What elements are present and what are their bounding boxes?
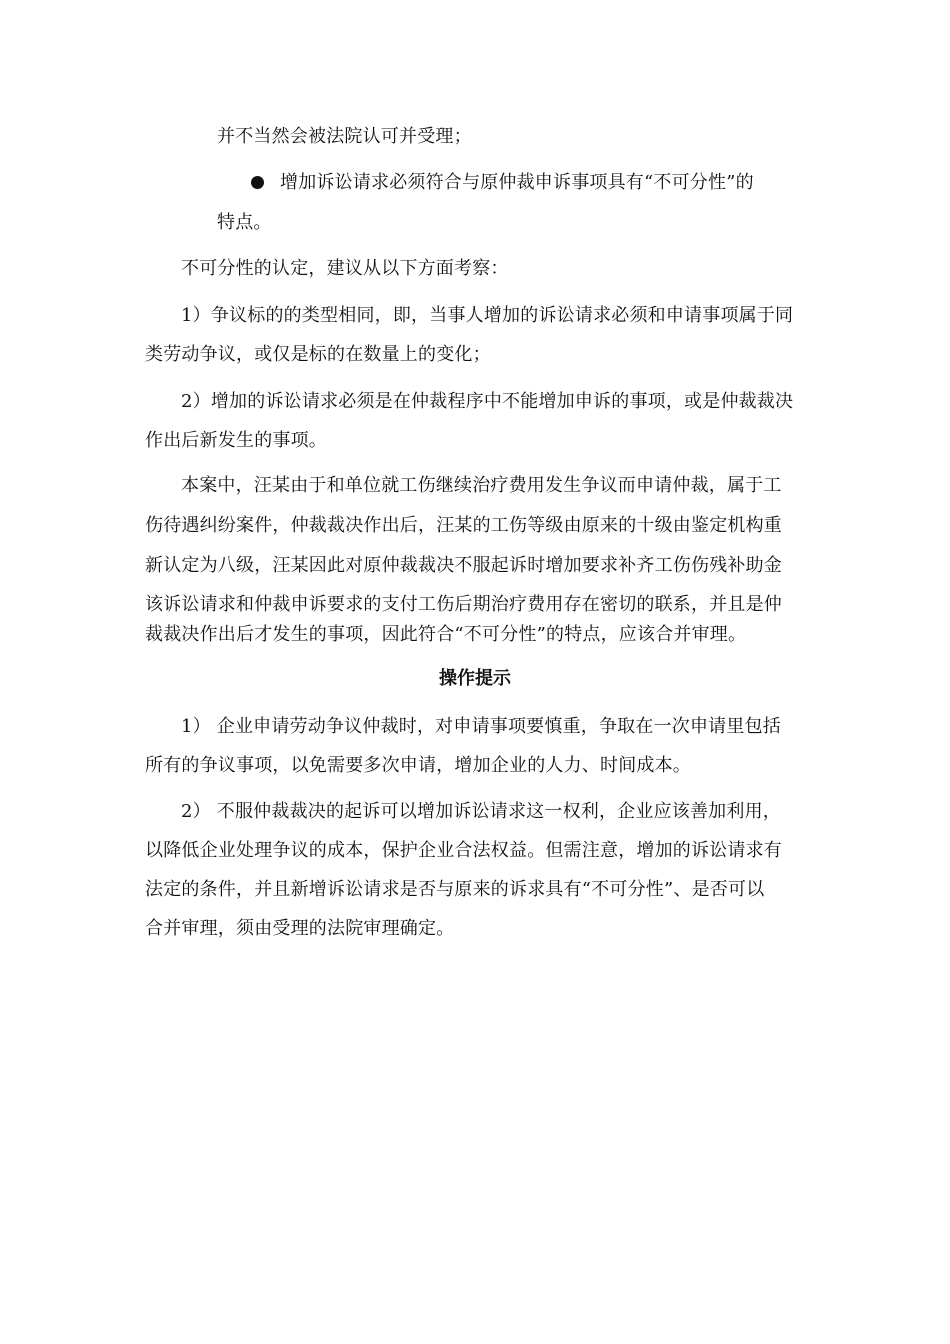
list-item-line: 2）增加的诉讼请求必须是在仲裁程序中不能增加申诉的事项，或是仲裁裁决 [181, 391, 794, 412]
tip-line: 1） 企业申请劳动争议仲裁时，对申请事项要慎重，争取在一次申请里包括 [181, 716, 781, 737]
paragraph-line: 不可分性的认定，建议从以下方面考察： [181, 258, 509, 279]
paragraph-line: 该诉讼请求和仲裁申诉要求的支付工伤后期治疗费用存在密切的联系，并且是仲 [145, 594, 782, 615]
tip-line: 合并审理，须由受理的法院审理确定。 [145, 918, 455, 939]
paragraph-line: 伤待遇纠纷案件，仲裁裁决作出后，汪某的工伤等级由原来的十级由鉴定机构重 [145, 515, 782, 536]
list-item-line: 作出后新发生的事项。 [145, 430, 327, 451]
tip-line: 2） 不服仲裁裁决的起诉可以增加诉讼请求这一权利，企业应该善加利用， [181, 801, 781, 822]
list-item-line: 1）争议标的的类型相同，即，当事人增加的诉讼请求必须和申请事项属于同 [181, 305, 794, 326]
bullet-text-line: 特点。 [217, 212, 272, 233]
paragraph-line: 并不当然会被法院认可并受理； [217, 126, 472, 147]
tip-line: 所有的争议事项，以免需要多次申请，增加企业的人力、时间成本。 [145, 755, 691, 776]
list-item-line: 类劳动争议，或仅是标的在数量上的变化； [145, 344, 491, 365]
tip-line: 以降低企业处理争议的成本，保护企业合法权益。但需注意，增加的诉讼请求有 [145, 840, 782, 861]
bullet-text-line: 增加诉讼请求必须符合与原仲裁申诉事项具有“不可分性”的 [280, 172, 754, 193]
paragraph-line: 新认定为八级，汪某因此对原仲裁裁决不服起诉时增加要求补齐工伤伤残补助金 [145, 555, 782, 576]
paragraph-line: 裁裁决作出后才发生的事项，因此符合“不可分性”的特点，应该合并审理。 [145, 624, 747, 645]
tip-line: 法定的条件，并且新增诉讼请求是否与原来的诉求具有“不可分性”、是否可以 [145, 879, 765, 900]
section-heading: 操作提示 [439, 668, 511, 689]
bullet-dot [251, 176, 264, 189]
paragraph-line: 本案中，汪某由于和单位就工伤继续治疗费用发生争议而申请仲裁，属于工 [181, 475, 782, 496]
